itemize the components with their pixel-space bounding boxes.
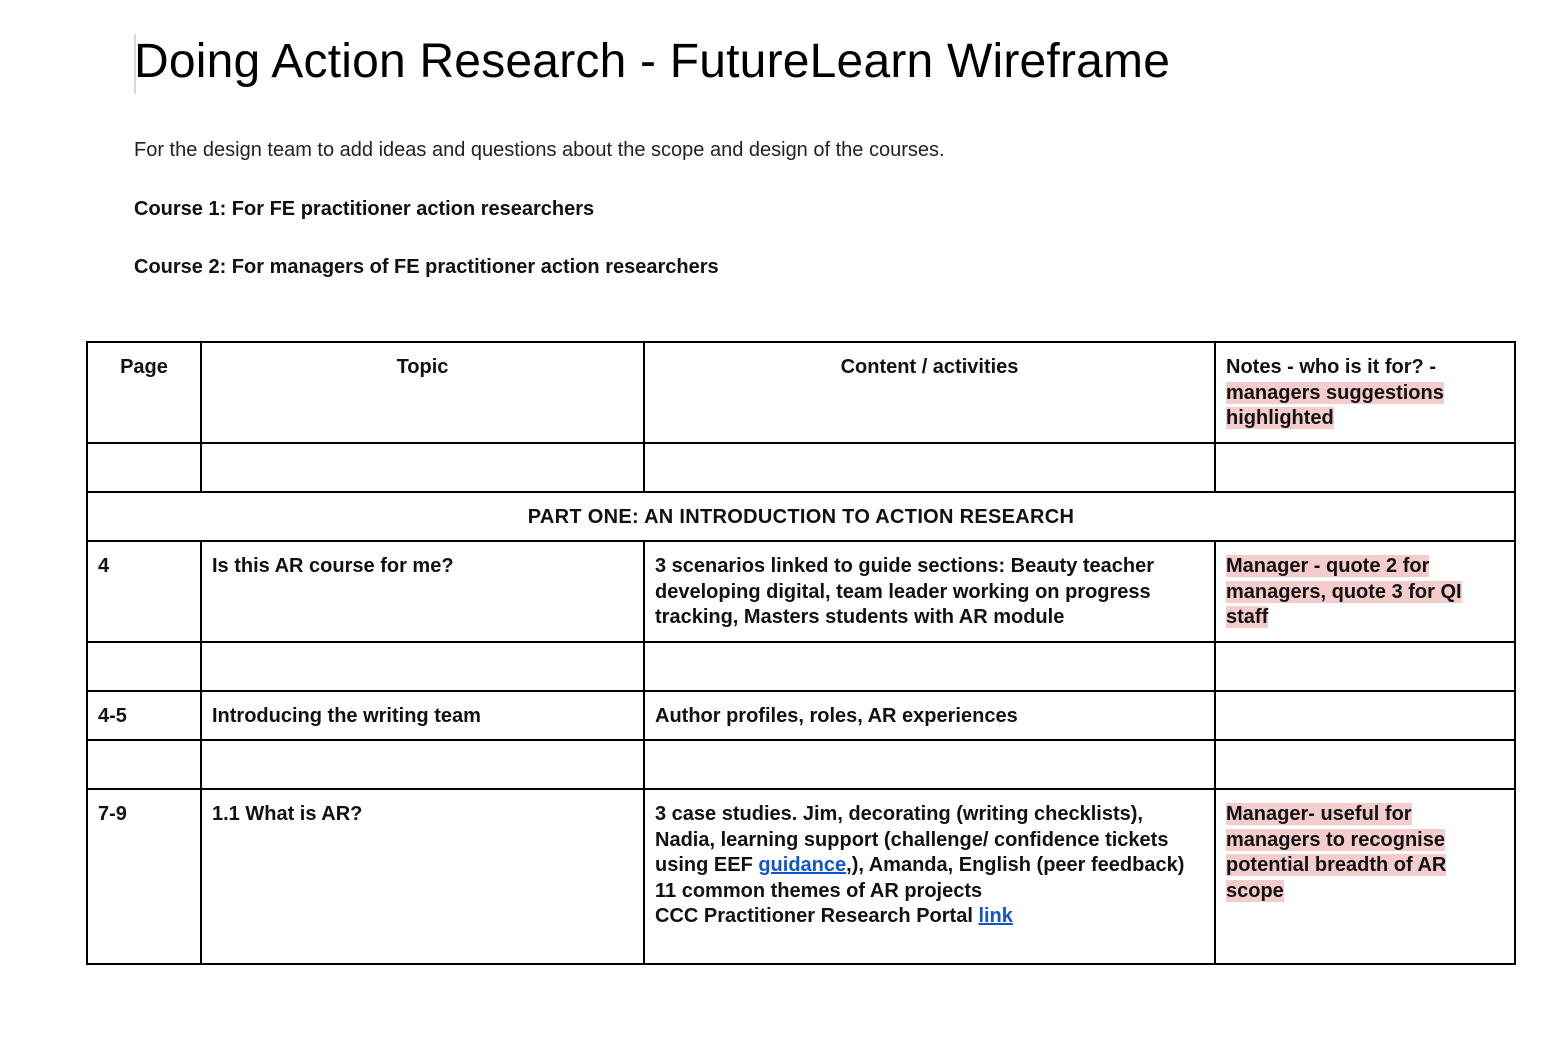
- table-cell[interactable]: [1215, 443, 1515, 492]
- page-cell: 4: [87, 541, 201, 642]
- table-cell[interactable]: [87, 740, 201, 789]
- table-row: [87, 541, 1515, 642]
- content-cell: [644, 789, 1215, 964]
- header-notes-prefix: Notes - who is it for? -: [1226, 356, 1436, 378]
- content-cell: 3 scenarios linked to guide sections: Beauty teacher developing digital, team leader working on progress tracking, Masters students with AR module: [644, 541, 1215, 642]
- table-cell[interactable]: [644, 642, 1215, 691]
- header-page: Page: [87, 342, 201, 443]
- course-1-heading: Course 1: For FE practitioner action researchers: [134, 198, 595, 220]
- topic-cell: Is this AR course for me?: [201, 541, 644, 642]
- document-subtitle: For the design team to add ideas and questions about the scope and design of the courses.: [134, 139, 945, 161]
- notes-cell: [1215, 789, 1515, 964]
- notes-cell: [1215, 691, 1515, 741]
- portal-label: CCC Practitioner Research Portal: [655, 905, 979, 927]
- table-cell[interactable]: [201, 740, 644, 789]
- portal-link[interactable]: link: [978, 905, 1013, 927]
- content-cell: Author profiles, roles, AR experiences: [644, 691, 1215, 741]
- topic-cell: Introducing the writing team: [201, 691, 644, 741]
- content-themes-line: 11 common themes of AR projects: [655, 879, 983, 902]
- part-one-row: [87, 492, 1515, 542]
- page-cell: 7-9: [87, 789, 201, 964]
- table-cell[interactable]: [1215, 642, 1515, 691]
- header-notes-highlight: managers suggestions highlighted: [1226, 381, 1444, 429]
- empty-row: [87, 642, 1515, 691]
- table-cell[interactable]: [201, 642, 644, 691]
- header-content: Content / activities: [644, 342, 1215, 443]
- content-text: ,), Amanda, English (peer feedback): [846, 854, 1185, 876]
- topic-cell: 1.1 What is AR?: [201, 789, 644, 964]
- guidance-link[interactable]: guidance: [758, 854, 847, 876]
- table-cell[interactable]: [1215, 740, 1515, 789]
- table-header-row: [87, 342, 1515, 443]
- notes-highlight: Manager - quote 2 for managers, quote 3 for QI staff: [1226, 555, 1462, 628]
- table-cell[interactable]: [201, 443, 644, 492]
- table-cell[interactable]: [644, 443, 1215, 492]
- notes-cell: [1215, 541, 1515, 642]
- content-text: 3 case studies. Jim, decorating (writing checklists), Nadia, learning support (challenge/ confidence tickets using EEF: [655, 803, 1169, 876]
- empty-row: [87, 443, 1515, 492]
- notes-highlight: Manager- useful for managers to recognise potential breadth of AR scope: [1226, 803, 1447, 902]
- header-notes: [1215, 342, 1515, 443]
- table-cell[interactable]: [87, 642, 201, 691]
- table-row: [87, 691, 1515, 741]
- table-row: [87, 789, 1515, 964]
- table-cell[interactable]: [87, 443, 201, 492]
- wireframe-table: [86, 341, 1516, 965]
- page-cell: 4-5: [87, 691, 201, 741]
- course-2-heading: Course 2: For managers of FE practitioner action researchers: [134, 256, 719, 278]
- table-cell[interactable]: [644, 740, 1215, 789]
- header-topic: Topic: [201, 342, 644, 443]
- document-title: Doing Action Research - FutureLearn Wireframe: [134, 35, 1171, 88]
- part-one-heading: PART ONE: AN INTRODUCTION TO ACTION RESEARCH: [87, 492, 1515, 542]
- empty-row: [87, 740, 1515, 789]
